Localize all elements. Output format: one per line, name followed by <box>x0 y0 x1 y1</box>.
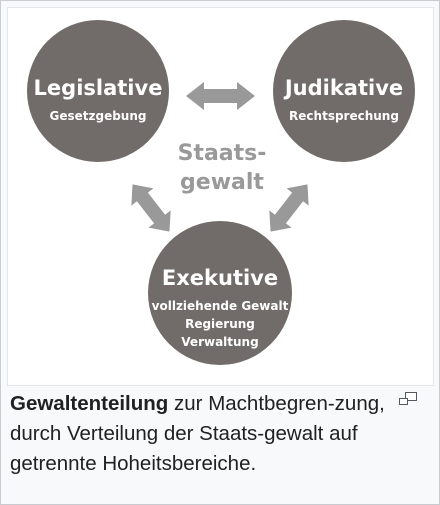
exekutive-line-2: Regierung <box>185 317 255 331</box>
caption-bold-term: Gewaltenteilung <box>10 392 169 415</box>
exekutive-line-1: vollziehende Gewalt <box>151 299 289 313</box>
legislative-title: Legislative <box>33 76 163 100</box>
legislative-subtitle: Gesetzgebung <box>49 109 147 123</box>
figure-caption <box>10 389 390 479</box>
separation-of-powers-diagram <box>8 8 433 385</box>
judikative-subtitle: Rechtsprechung <box>289 109 399 123</box>
judikative-title: Judikative <box>284 76 404 100</box>
center-label-line2: gewalt <box>180 170 264 195</box>
exekutive-title: Exekutive <box>161 266 279 290</box>
diagram-image[interactable] <box>7 7 434 386</box>
exekutive-line-3: Verwaltung <box>181 335 259 349</box>
enlarge-icon[interactable] <box>399 392 417 406</box>
arrow-legislative-judikative <box>186 82 255 110</box>
center-label-line1: Staats- <box>177 141 267 166</box>
caption-text: zur Machtbegren-zung, durch Verteilung der Staats-gewalt auf getrennte Hoheitsbereiche. <box>10 392 385 475</box>
arrow-judikative-exekutive <box>259 176 318 241</box>
arrow-legislative-exekutive <box>121 176 180 241</box>
